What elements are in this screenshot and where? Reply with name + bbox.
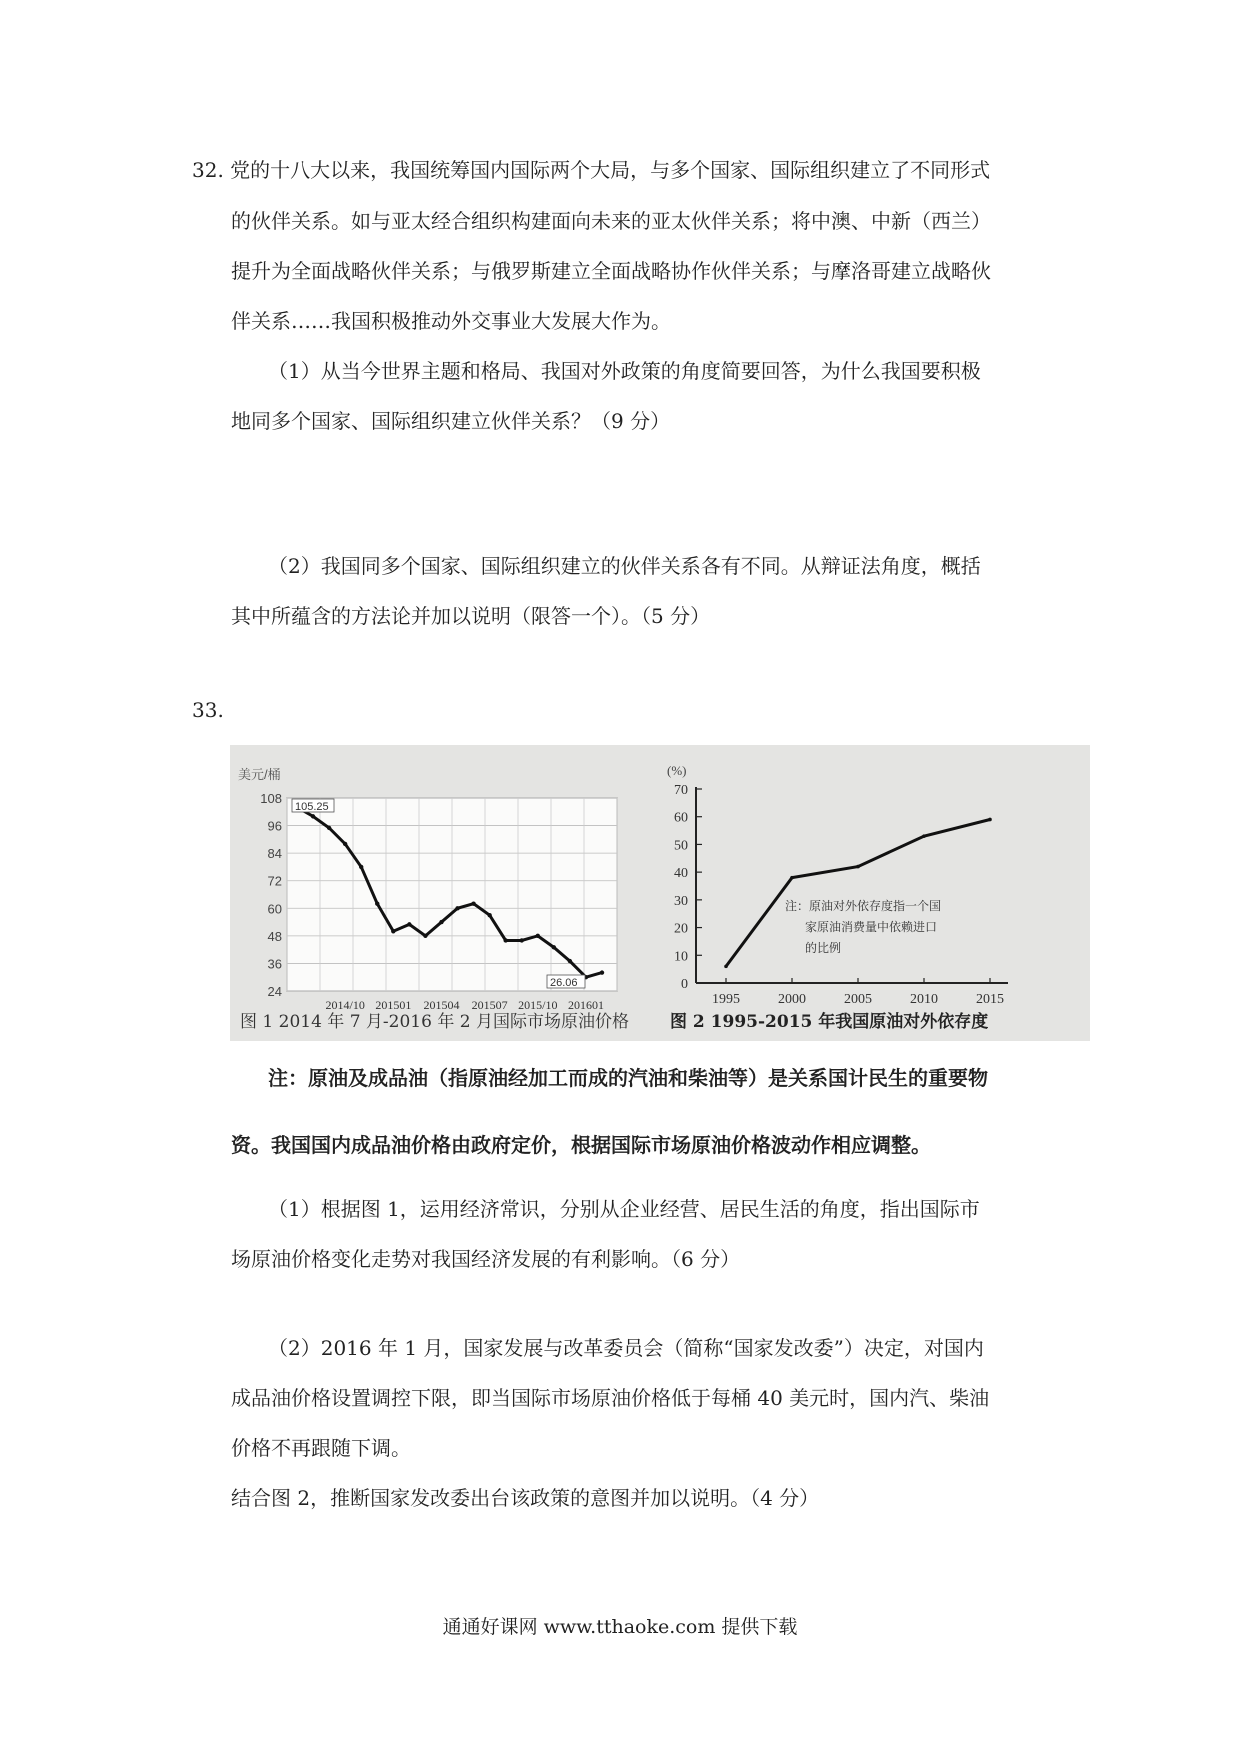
q32-line-1: 32. 党的十八大以来，我国统筹国内国际两个大局，与多个国家、国际组织建立了不同形式 — [192, 158, 991, 182]
chart1-point — [407, 922, 411, 926]
chart1-ytick-label: 108 — [260, 791, 282, 806]
chart1-annot-high: 105.25 — [295, 801, 329, 813]
chart2-point — [988, 818, 992, 822]
chart1-ytick-label: 60 — [267, 901, 282, 917]
chart2-ytick-label: 0 — [681, 977, 688, 992]
q32-line-4: 伴关系……我国积极推动外交事业大发展大作为。 — [231, 309, 671, 333]
chart2 — [667, 763, 1008, 1032]
chart1-xtick-label: 2014/10 — [325, 998, 365, 1012]
chart2-xtick-label: 2010 — [910, 992, 938, 1007]
chart2-point — [790, 876, 794, 880]
q33-sub2-line-3: 价格不再跟随下调。 — [231, 1436, 411, 1460]
chart2-ytick-label: 20 — [674, 921, 688, 937]
chart1-point — [327, 826, 331, 830]
chart1-xtick-label: 201501 — [375, 998, 412, 1012]
chart2-title: 图 2 1995-2015 年我国原油对外依存度 — [670, 1012, 989, 1032]
chart2-point — [856, 865, 860, 869]
chart2-xtick-label: 2000 — [778, 992, 806, 1007]
q33-sub1-line-1: （1）根据图 1，运用经济常识，分别从企业经营、居民生活的角度，指出国际市 — [268, 1197, 980, 1221]
chart1-point — [359, 865, 363, 869]
chart2-ytick-label: 50 — [674, 838, 688, 854]
q33-sub1-line-2: 场原油价格变化走势对我国经济发展的有利影响。（6 分） — [231, 1247, 741, 1271]
chart1-ytick-label: 72 — [267, 873, 282, 889]
chart1-point — [471, 901, 475, 905]
chart1-ytick-label: 24 — [267, 984, 282, 999]
oil-figures — [230, 745, 1090, 1041]
chart1-point — [375, 901, 379, 905]
chart1-point — [536, 934, 540, 938]
chart1-ytick-label: 96 — [267, 818, 282, 834]
chart1-point — [423, 934, 427, 938]
chart1-point — [520, 938, 524, 942]
chart1-ytick-label: 36 — [267, 956, 282, 972]
chart2-ytick-label: 10 — [674, 949, 688, 965]
q33-note-line-2: 资。我国国内成品油价格由政府定价，根据国际市场原油价格波动作相应调整。 — [231, 1133, 931, 1157]
chart1-point — [568, 959, 572, 963]
chart1-point — [487, 913, 491, 917]
figures-svg — [230, 745, 1090, 1041]
chart1-point — [391, 929, 395, 933]
chart1-point — [503, 938, 507, 942]
q32-sub2-line-1: （2）我国同多个国家、国际组织建立的伙伴关系各有不同。从辩证法角度，概括 — [268, 554, 981, 578]
chart2-xtick-label: 1995 — [712, 992, 740, 1007]
q32-sub1-line-1: （1）从当今世界主题和格局、我国对外政策的角度简要回答，为什么我国要积极 — [268, 359, 981, 383]
q32-line-2: 的伙伴关系。如与亚太经合组织构建面向未来的亚太伙伴关系；将中澳、中新（西兰） — [231, 209, 991, 233]
chart2-point — [724, 965, 728, 969]
chart2-ylabel: (%) — [667, 763, 687, 778]
chart1-title: 图 1 2014 年 7 月-2016 年 2 月国际市场原油价格 — [240, 1012, 629, 1032]
chart2-ytick-label: 70 — [674, 783, 688, 798]
chart2-ytick-label: 40 — [674, 866, 688, 882]
chart2-annotation-1: 注：原油对外依存度指一个国 — [785, 899, 942, 913]
chart2-xtick-label: 2015 — [976, 992, 1004, 1007]
chart1-xtick-label: 201601 — [567, 998, 604, 1012]
chart2-annotation-2: 家原油消费量中依赖进口 — [805, 920, 938, 934]
chart2-xtick-label: 2005 — [844, 992, 872, 1007]
q33-sub2-line-1: （2）2016 年 1 月，国家发展与改革委员会（简称“国家发改委”）决定，对国内 — [268, 1336, 984, 1360]
q33-sub2-line-2: 成品油价格设置调控下限，即当国际市场原油价格低于每桶 40 美元时，国内汽、柴油 — [231, 1386, 990, 1410]
q33-note-line-1: 注：原油及成品油（指原油经加工而成的汽油和柴油等）是关系国计民生的重要物 — [268, 1066, 988, 1090]
footer-credit: 通通好课网 www.tthaoke.com 提供下载 — [442, 1616, 798, 1638]
chart2-ytick-label: 60 — [674, 810, 688, 826]
chart1-xtick-label: 2015/10 — [518, 998, 558, 1012]
chart1-point — [311, 814, 315, 818]
chart1-point — [552, 945, 556, 949]
chart1-x-ticks — [325, 998, 603, 1012]
chart1-annot-low: 26.06 — [550, 977, 578, 989]
chart1-ytick-label: 48 — [267, 928, 282, 944]
q32-sub2-line-2: 其中所蕴含的方法论并加以说明（限答一个）。（5 分） — [231, 604, 711, 628]
chart1-xtick-label: 201507 — [471, 998, 508, 1012]
chart1-point — [455, 906, 459, 910]
chart2-ytick-label: 30 — [674, 893, 688, 909]
chart2-point — [922, 834, 926, 838]
chart2-annotation-3: 的比例 — [805, 941, 842, 955]
chart1 — [238, 767, 629, 1032]
chart1-y-ticks — [260, 791, 282, 999]
q33-sub2-line-4: 结合图 2，推断国家发改委出台该政策的意图并加以说明。（4 分） — [231, 1486, 820, 1510]
chart1-point — [600, 970, 604, 974]
chart1-ytick-label: 84 — [267, 846, 282, 862]
q32-line-3: 提升为全面战略伙伴关系；与俄罗斯建立全面战略协作伙伴关系；与摩洛哥建立战略伙 — [231, 259, 991, 283]
chart1-ylabel: 美元/桶 — [238, 767, 281, 782]
q32-sub1-line-2: 地同多个国家、国际组织建立伙伴关系？（9 分） — [231, 409, 671, 433]
chart1-point — [439, 920, 443, 924]
q33-number: 33. — [192, 698, 224, 722]
chart1-point — [343, 842, 347, 846]
chart2-dependence-line — [726, 819, 990, 966]
chart1-xtick-label: 201504 — [423, 998, 460, 1012]
chart2-y-ticks — [674, 783, 702, 992]
